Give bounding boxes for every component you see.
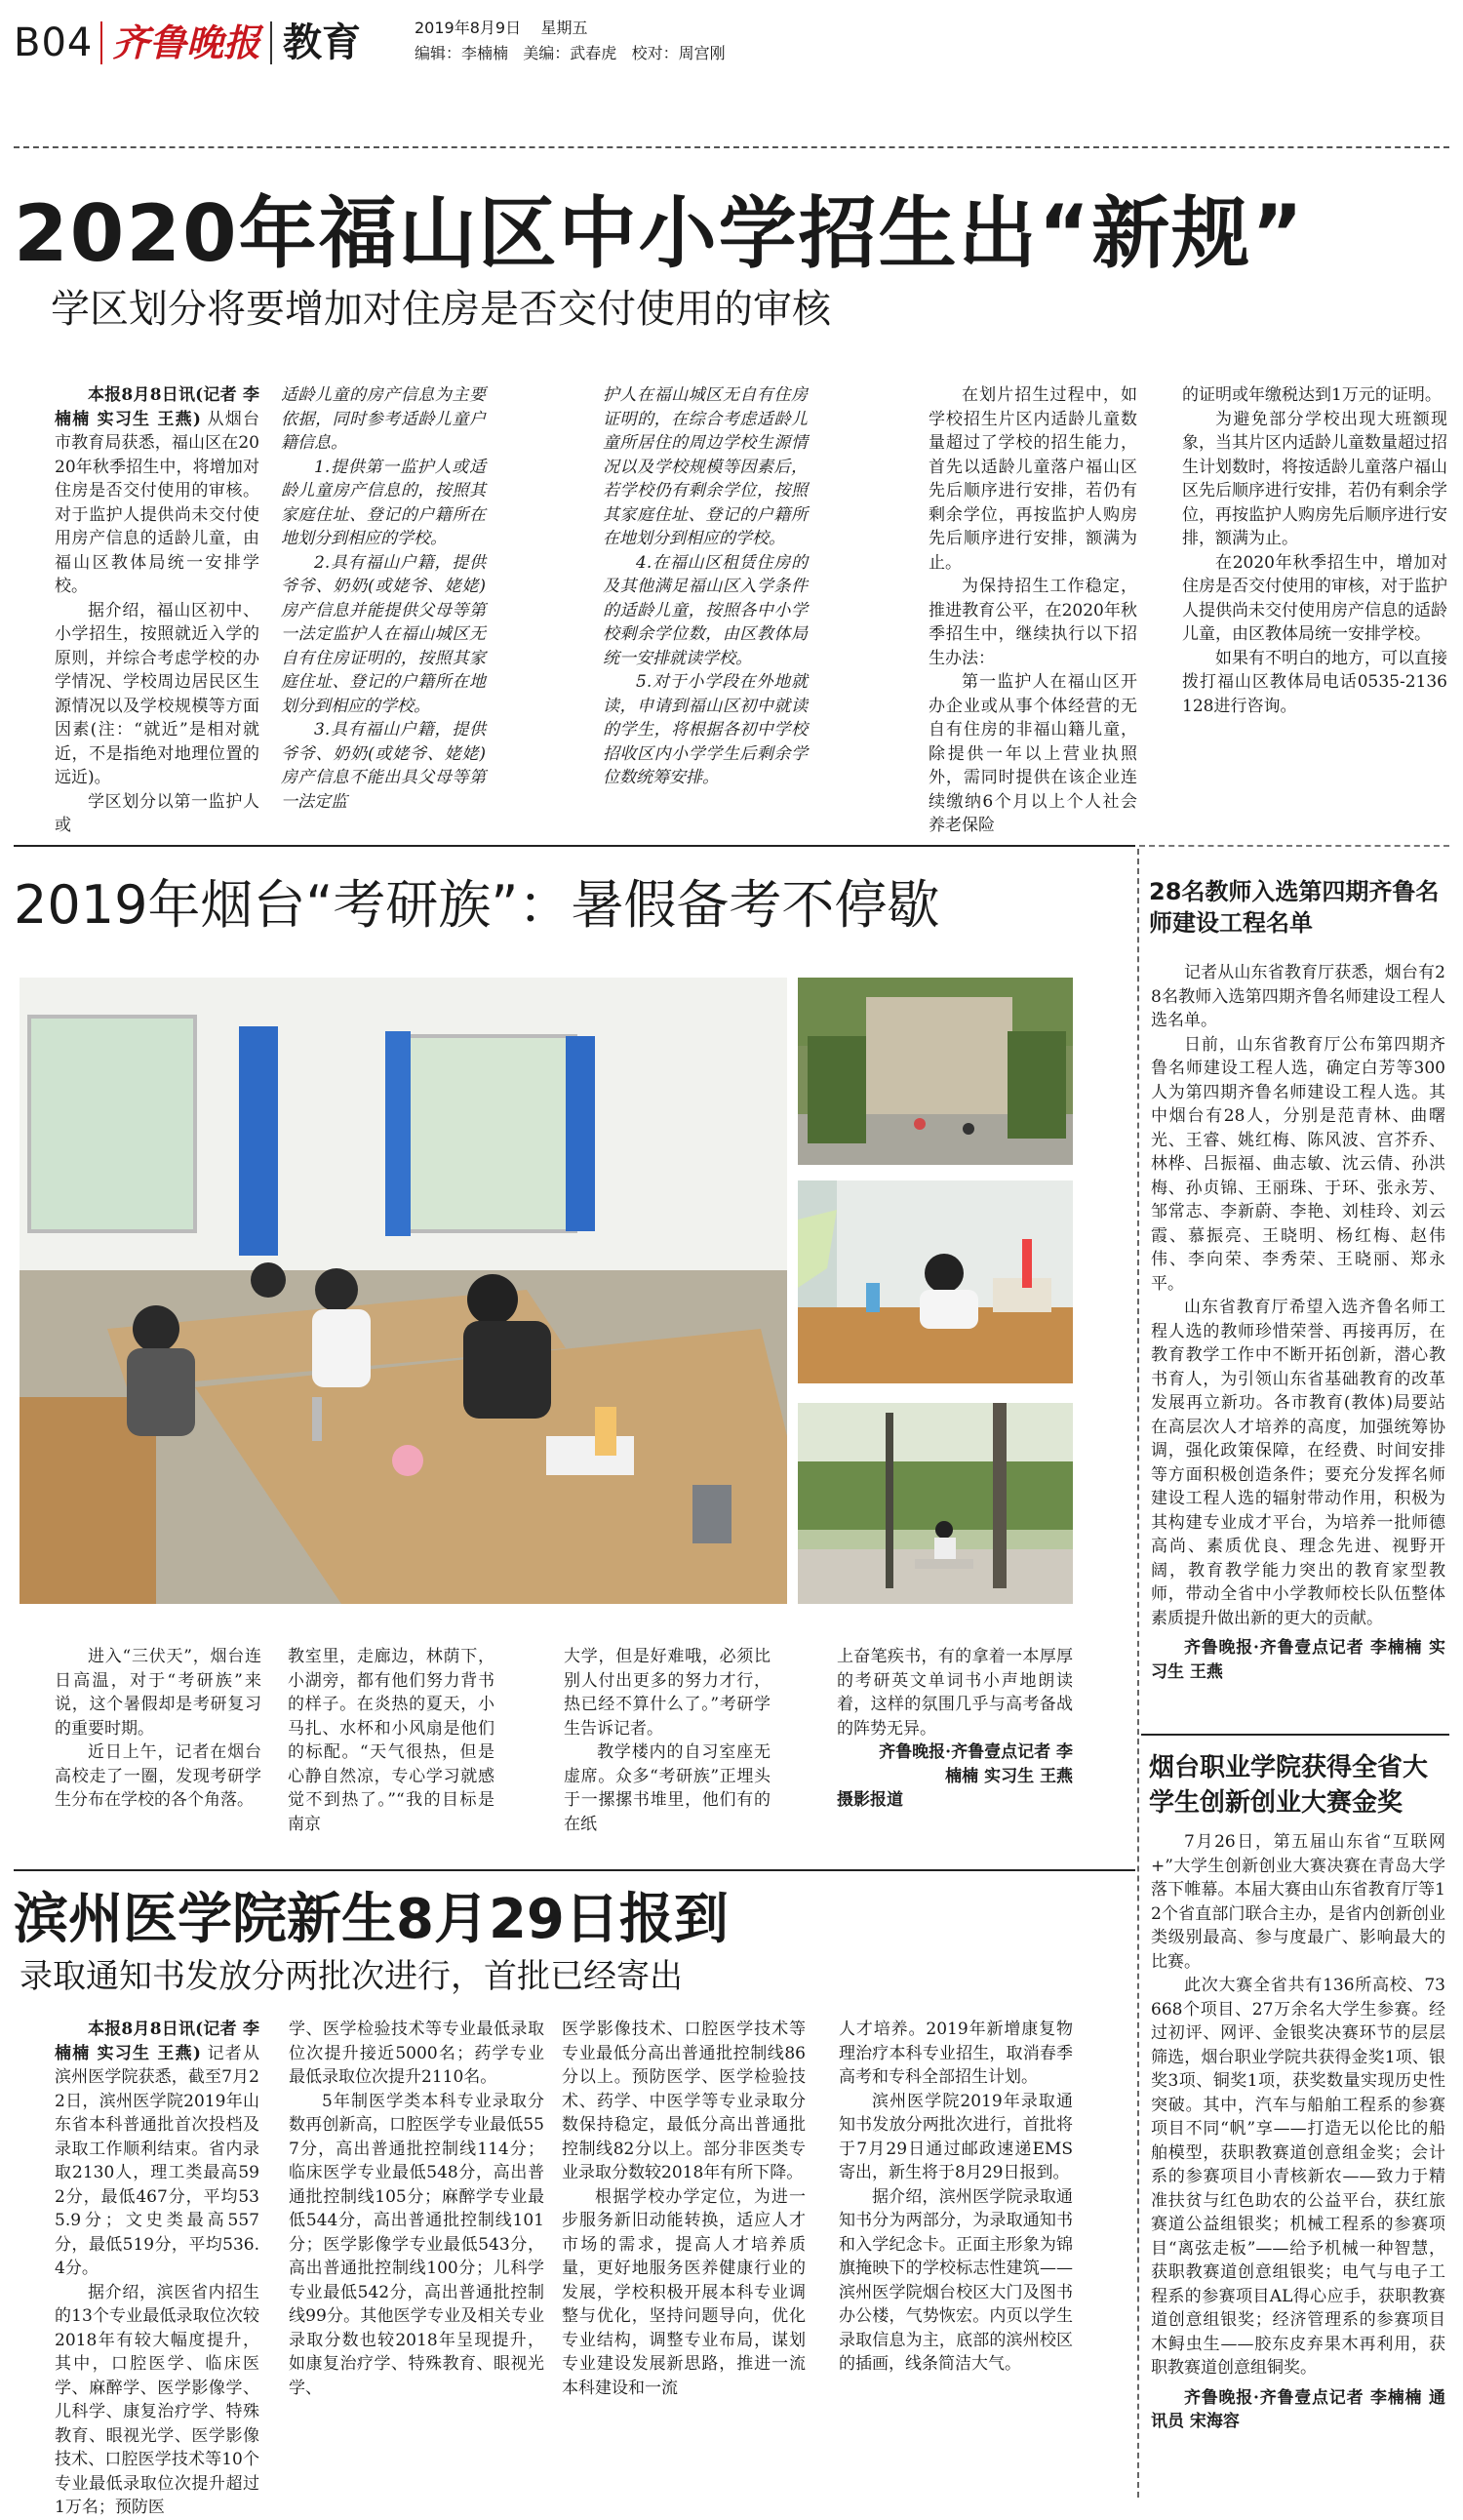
article1-col5-p4: 如果有不明白的地方，可以直接拨打福山区教体局电话0535-2136128进行咨询。 [1182,648,1447,716]
header-dashed-rule [14,146,1449,148]
article1-subheadline: 学区划分将要增加对住房是否交付使用的审核 [51,287,831,332]
article3-col4-p2: 滨州医学院2019年录取通知书发放分两批次进行，首批将于7月29日通过邮政速递EMS寄出，新生将于8月29日报到。 [839,2091,1073,2182]
article3-col2-p2: 5年制医学类本科专业录取分数再创新高，口腔医学专业最低557分，高出普通批控制线114分；临床医学专业最低548分，高出普通批控制线105分；麻醉学专业最低544分，高出普通批控制线101分；医学影像学专业最低543分，高出普通批控制线100分；儿科学专业最低542分，高出普通批控制线99分。其他医学专业及相关专业录取分数也较2018年呈现提升，如康复治疗学、特殊教育、眼视光学、 [289,2091,544,2398]
article3-col2-p1: 学、医学检验技术等专业最低录取位次提升接近5000名；药学专业最低录取位次提升2110名。 [289,2020,544,2087]
article1-col2-p2: 1.提供第一监护人或适龄儿童房产信息的，按照其家庭住址、登记的户籍所在地划分到相应的学校。 [281,457,486,548]
sidebar1-p2: 日前，山东省教育厅公布第四期齐鲁名师建设工程人选，确定白芳等300人为第四期齐鲁名师建设工程人选。其中烟台有28人，分别是范青林、曲曙光、王睿、姚红梅、陈风波、宫芥乔、林桦、吕振福、曲志敏、沈云倩、孙洪梅、孙贞锦、王丽珠、于环、张永芳、邹常志、李新蔚、李艳、刘桂玲、刘云霞、慕振亮、王晓明、杨红梅、赵伟伟、李向荣、李秀荣、王晓丽、郑永平。 [1151,1034,1445,1294]
article2-column-2 [288,1645,494,1840]
article3-col4-p1: 人才培养。2019年新增康复物理治疗本科专业招生，取消春季高考和专科全部招生计划。 [839,2020,1073,2087]
article2-col3-p2: 教学楼内的自习室座无虚席。众多“考研族”正埋头于一摞摞书堆里，他们有的在纸 [564,1742,771,1834]
article3-col3-p1: 医学影像技术、口腔医学技术等专业最低分高出普通批控制线86分以上。预防医学、医学检验技术、药学、中医学等专业录取分数保持稳定，最低分高出普通批控制线82分以上。部分非医类专业录取分数较2018年有所下降。 [562,2020,806,2182]
sidebar-mid-rule [1141,1734,1449,1736]
campus-outdoor-study-photo [798,978,1073,1165]
article1-column-3 [603,383,808,813]
article2-headline: 2019年烟台“考研族”：暑假备考不停歇 [14,874,940,936]
sidebar2-headline: 烟台职业学院获得全省大学生创新创业大赛金奖 [1149,1753,1429,1818]
article1-col1-p2: 据介绍，福山区初中、小学招生，按照就近入学的原则，并综合考虑学校的办学情况、学校周边居民区生源情况以及学校规模等方面因素(注：“就近”是相对就近，不是指绝对地理位置的远近)。 [55,600,259,787]
page-number: B04 [14,20,94,65]
article1-col1-p3: 学区划分以第一监护人或 [55,791,259,835]
sidebar1-p1: 记者从山东省教育厅获悉，烟台有28名教师入选第四期齐鲁名师建设工程人选名单。 [1151,963,1445,1030]
article3-column-3 [562,2018,806,2505]
header-divider-2 [270,21,272,64]
article1-headline: 2020年福山区中小学招生出“新规” [14,188,1305,279]
article3-column-1 [55,2018,260,2517]
article3-headline: 滨州医学院新生8月29日报到 [14,1888,729,1951]
article2-col3-p1: 大学，但是好难哦，必须比别人付出更多的努力才行，热已经不算什么了。”考研学生告诉记者。 [564,1647,771,1739]
article2-column-1 [55,1645,261,1840]
article1-col3-p3: 5.对于小学段在外地就读，申请到福山区初中就读的学生，将根据各初中学校招收区内小学学生后剩余学位数统筹安排。 [603,672,808,787]
article1-bottom-rule [14,845,1135,847]
article1-col1-p1: 从烟台市教育局获悉，福山区在2020年秋季招生中，将增加对住房是否交付使用的审核。对于监护人提供尚未交付使用房产信息的适龄儿童，由福山区教体局统一安排学校。 [55,409,260,596]
article3-subheadline: 录取通知书发放分两批次进行，首批已经寄出 [20,1957,683,1996]
article2-photo-credit: 摄影报道 [837,1790,903,1810]
article1-col2-p4: 3.具有福山户籍，提供爷爷、奶奶(或姥爷、姥姥)房产信息不能出具父母等第一法定监 [281,720,486,812]
article1-col4-p2: 为保持招生工作稳定，推进教育公平，在2020年秋季招生中，继续执行以下招生办法： [929,577,1137,668]
article1-col2-p1: 适龄儿童的房产信息为主要依据，同时参考适龄儿童户籍信息。 [281,385,486,453]
editor-credit: 编辑：李楠楠 [415,44,509,62]
section-name: 教育 [283,20,361,65]
article2-bottom-rule [14,1869,1135,1871]
sidebar2-byline: 齐鲁晚报·齐鲁壹点记者 李楠楠 通讯员 宋海容 [1151,2387,1445,2431]
staff-line [415,43,726,64]
student-reading-desk-photo [798,1180,1073,1383]
article1-column-1 [55,383,260,835]
header-divider-1 [100,21,102,64]
sidebar2-body [1151,1830,1445,2503]
article1-col4-p3: 第一监护人在福山区开办企业或从事个体经营的无自有住房的非福山籍儿童，除提供一年以上营业执照外，需同时提供在该企业连续缴纳6个月以上个人社会养老保险 [929,672,1137,835]
sidebar1-byline: 齐鲁晚报·齐鲁壹点记者 李楠楠 实习生 王燕 [1151,1638,1445,1682]
article1-dateline: 本报8月8日讯(记者 李楠楠 实习生 王燕) [55,385,259,429]
sidebar2-p2: 此次大赛全省共有136所高校、73668个项目、27万余名大学生参赛。经过初评、网评、金银奖决赛环节的层层筛选，烟台职业学院共获得金奖1项、银奖3项、铜奖1项，获奖数量实现历史性突破。其中，汽车与船舶工程系的参赛项目不同“帆”享——打造无以伦比的船舶模型，获职教赛道创意组金奖；会计系的参赛项目小青核新农——致力于精准扶贫与红色助农的公益平台，获红旅赛道公益组银奖；机械工程系的参赛项目“离弦走板”——给予机械一种智慧，获职教赛道创意组银奖；电气与电子工程系的参赛项目AL得心应手，获职教赛道创意组银奖；经济管理系的参赛项目木鲟虫生——胶东皮弃果木再利用，获职教赛道创意组铜奖。 [1151,1976,1445,2378]
classroom-study-photo [20,978,787,1604]
article2-byline: 齐鲁晚报·齐鲁壹点记者 李楠楠 实习生 王燕 [879,1742,1073,1786]
article1-col5-p1: 的证明或年缴税达到1万元的证明。 [1182,385,1442,405]
issue-date-line [415,18,587,39]
article3-col4-p3: 据介绍，滨州医学院录取通知书分为两部分，为录取通知书和入学纪念卡。正面主形象为锦旗掩映下的学校标志性建筑——滨州医学院烟台校区大门及图书办公楼，气势恢宏。内页以学生录取信息为主，底部的滨州校区的插画，线条简洁大气。 [839,2186,1073,2374]
article3-column-2 [289,2018,544,2505]
article1-col2-p3: 2.具有福山户籍，提供爷爷、奶奶(或姥爷、姥姥)房产信息并能提供父母等第一法定监护人在福山城区无自有住房证明的，按照其家庭住址、登记的户籍所在地划分到相应的学校。 [281,552,486,716]
article1-col5-p3: 在2020年秋季招生中，增加对住房是否交付使用的审核，对于监护人提供尚未交付使用房产信息的适龄儿童，由区教体局统一安排学校。 [1182,552,1447,644]
article1-col3-p1: 护人在福山城区无自有住房证明的，在综合考虑适龄儿童所居住的周边学校生源情况以及学校规模等因素后，若学校仍有剩余学位，按照其家庭住址、登记的户籍所在地划分到相应的学校。 [603,385,808,548]
article1-column-4 [929,383,1137,835]
article1-column-2 [281,383,486,813]
sidebar-top-dash [1139,845,1449,847]
article2-col1-p1: 进入“三伏天”，烟台连日高温，对于“考研族”来说，这个暑假却是考研复习的重要时期。 [55,1647,261,1739]
article2-column-3 [564,1645,771,1840]
sidebar2-p1: 7月26日，第五届山东省“互联网+”大学生创新创业大赛决赛在青岛大学落下帷幕。本届大赛由山东省教育厅等12个省直部门联合主办，是省内创新创业类级别最高、参与度最广、影响最大的比赛。 [1151,1832,1445,1972]
sidebar1-p3: 山东省教育厅希望入选齐鲁名师工程人选的教师珍惜荣誉、再接再厉，在教育教学工作中不断开拓创新，潜心教书育人，为引领山东省基础教育的改革发展再立新功。各市教育(教体)局要站在高层次人才培养的高度，加强统筹协调，强化政策保障，在经费、时间安排等方面积极创造条件；要充分发挥名师建设工程人选的辐射带动作用，积极为其构建专业成才平台，为培养一批师德高尚、素质优良、理念先进、视野开阔，教育教学能力突出的教育家型教师，带动全省中小学教师校长队伍整体素质提升做出新的更大的贡献。 [1151,1298,1445,1628]
art-credit: 美编：武春虎 [523,44,617,62]
issue-weekday: 星期五 [540,19,588,37]
article2-column-4 [837,1645,1073,1840]
article1-col3-p2: 4.在福山区租赁住房的及其他满足福山区入学条件的适龄儿童，按照各中小学校剩余学位数，由区教体局统一安排就读学校。 [603,552,808,668]
sidebar1-headline: 28名教师入选第四期齐鲁名师建设工程名单 [1149,878,1440,937]
article3-col1-p1: 记者从滨州医学院获悉，截至7月22日，滨州医学院2019年山东省本科普通批首次投档及录取工作顺利结束。省内录取2130人，理工类最高592分，最低467分，平均535.9分；文史类最高557分，最低519分，平均536.4分。 [55,2043,260,2278]
article2-col1-p2: 近日上午，记者在烟台高校走了一圈，发现考研学生分布在学校的各个角落。 [55,1742,261,1810]
newspaper-logo: 齐鲁晚报 [112,20,261,64]
article1-col4-p1: 在划片招生过程中，如学校招生片区内适龄儿童数量超过了学校的招生能力，首先以适龄儿童落户福山区先后顺序进行安排，若仍有剩余学位，再按监护人购房先后顺序进行安排，额满为止。 [929,385,1137,573]
article1-column-5 [1182,383,1447,813]
sidebar1-body [1151,961,1445,1682]
article3-column-4 [839,2018,1073,2505]
issue-date: 2019年8月9日 [415,19,522,37]
article2-col4-p1: 上奋笔疾书，有的拿着一本厚厚的考研英文单词书小声地朗读着，这样的氛围几乎与高考备战的阵势无异。 [837,1647,1073,1739]
article1-col5-p2: 为避免部分学校出现大班额现象，当其片区内适龄儿童数量超过招生计划数时，将按适龄儿童落户福山区先后顺序进行安排，若仍有剩余学位，再按监护人购房先后顺序进行安排，额满为止。 [1182,409,1447,548]
student-under-trees-photo [798,1403,1073,1604]
article2-col2-p1: 教室里，走廊边，林荫下，小湖旁，都有他们努力背书的样子。在炎热的夏天，小马扎、水杯和小风扇是他们的标配。“天气很热，但是心静自然凉，专心学习就感觉不到热了。”“我的目标是南京 [288,1647,494,1834]
article3-col1-p2: 据介绍，滨医省内招生的13个专业最低录取位次较2018年有较大幅度提升，其中，口腔医学、临床医学、麻醉学、医学影像学、儿科学、康复治疗学、特殊教育、眼视光学、医学影像技术、口腔医学技术等10个专业最低录取位次提升超过1万名；预防医 [55,2282,259,2517]
article3-dateline: 本报8月8日讯(记者 李楠楠 实习生 王燕) [55,2020,259,2063]
proof-credit: 校对：周宫刚 [631,44,726,62]
sidebar-divider [1137,849,1139,2498]
article3-col3-p2: 根据学校办学定位，为进一步服务新旧动能转换，适应人才市场的需求，提高人才培养质量，更好地服务医养健康行业的发展，学校积极开展本科专业调整与优化，坚持问题导向，优化专业结构，调整专业布局，谋划专业建设发展新思路，推进一流本科建设和一流 [562,2186,806,2398]
